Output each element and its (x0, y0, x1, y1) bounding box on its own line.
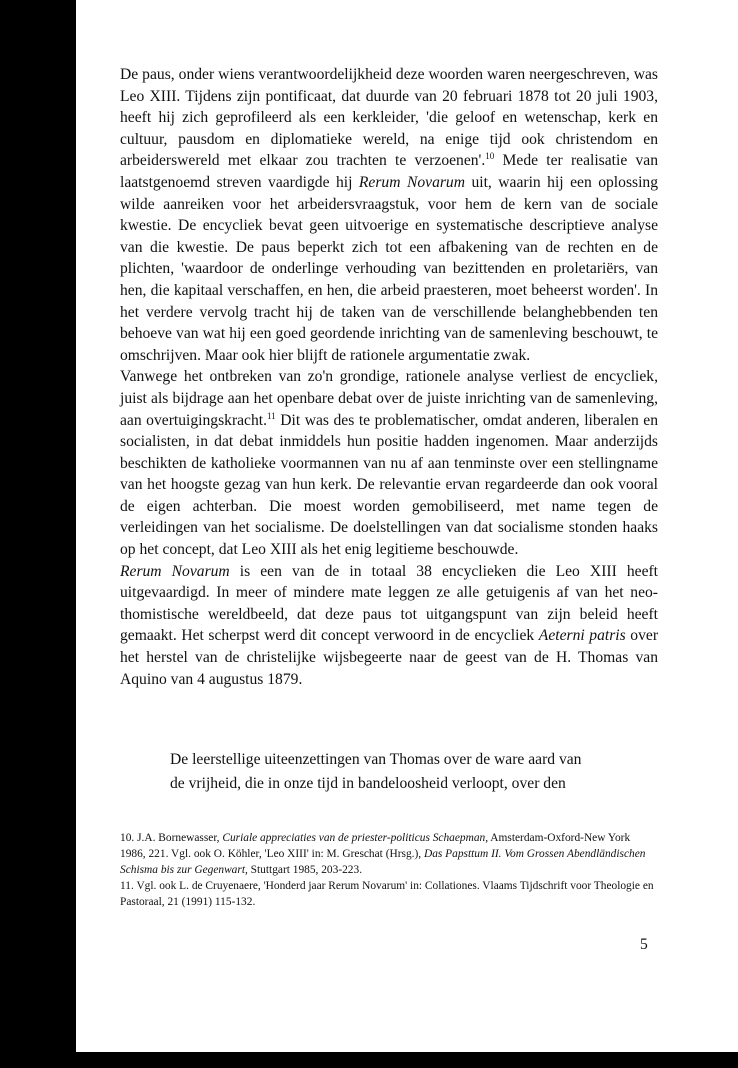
scan-border-bottom (76, 1052, 738, 1068)
block-quote (170, 748, 610, 796)
footnote-ref-10[interactable]: 10 (485, 151, 495, 162)
footnote-11: 11. Vgl. ook L. de Cruyenaere, 'Honderd jaar Rerum Novarum' in: Collationes. Vlaams Tijdschrift voor Theologie en Pastoraal, 21 (1991) 115-132. (120, 880, 654, 908)
footnotes (120, 830, 658, 910)
body-text (120, 64, 658, 690)
scan-border-left (0, 0, 76, 1068)
paragraph-3: Rerum Novarum is een van de in totaal 38 encyclieken die Leo XIII heeft uitgevaardigd. In meer of mindere mate leggen ze alle getuigenis af van het neo-thomistische wereldbeeld, dat deze paus tot uitgangspunt van zijn beleid heeft gemaakt. Het scherpst werd dit concept verwoord in de encycliek Aeterni patris over het herstel van de christelijke wijsbegeerte naar de geest van de H. Thomas van Aquino van 4 augustus 1879. (120, 562, 659, 688)
paragraph-1: De paus, onder wiens verantwoordelijkheid deze woorden waren neergeschreven, was Leo XIII. Tijdens zijn pontificaat, dat duurde van 20 februari 1878 tot 20 juli 1903, heeft hij zich geprofileerd als een kerkleider, 'die geloof en wetenschap, kerk en cultuur, pausdom en diplomatieke wereld, na enige tijd ook christendom en arbeiderswereld met elkaar zou trachten te verzoenen'.$^{10}$ Mede ter realisatie van laatstgenoemd streven vaardigde hij Rerum Novarum uit, waarin hij een oplossing wilde aanreiken voor het arbeidersvraagstuk, voor hem de kern van de sociale kwestie. De encycliek bevat geen uitvoerige en systematische descriptieve analyse van die kwestie. De paus beperkt zich tot een afbakening van de rechten en de plichten, 'waardoor de onderlinge verhouding van bezittenden en proletariërs, van hen, die kapitaal verschaffen, en hen, die arbeid praesteren, moet beheerst worden'. In het verdere vervolg tracht hij de taken van de verschillende belanghebbenden ten behoeve van wat hij een goed geordende inrichting van de samenleving beschouwt, te omschrijven. Maar ook hier blijft de rationele argumentatie zwak. (120, 66, 659, 364)
footnote-10: 10. J.A. Bornewasser, Curiale appreciaties van de priester-politicus Schaepman, Amsterdam-Oxford-New York 1986, 221. Vgl. ook O. Köhler, 'Leo XIII' in: M. Greschat (Hrsg.), Das Papsttum II. Vom Grossen Abendländischen Schisma bis zur Gegenwart, Stuttgart 1985, 203-223. (120, 832, 646, 876)
quote-line-1: De leerstellige uiteenzettingen van Thomas over de ware aard van (170, 751, 582, 768)
quote-line-2: de vrijheid, die in onze tijd in bandeloosheid verloopt, over den (170, 775, 566, 792)
paragraph-2: Vanwege het ontbreken van zo'n grondige, rationele analyse verliest de encycliek, juist als bijdrage aan het openbare debat over de juiste inrichting van de samenleving, aan overtuigingskracht.$^{11}$ Dit was des te problematischer, omdat anderen, liberalen en socialisten, in dat debat inmiddels hun positie hadden ingenomen. Maar anderzijds beschikten de katholieke voormannen van nu af aan tenminste over een stellingname van het hoogste gezag van hun kerk. De relevantie ervan regardeerde dan ook vooral de eigen achterban. Die moest worden gemobiliseerd, met name tegen de verleidingen van het socialisme. De doelstellingen van dat socialisme stonden haaks op het concept, dat Leo XIII als het enig legitieme beschouwde. (120, 368, 659, 559)
page-number: 5 (640, 936, 648, 953)
footnote-ref-11[interactable]: 11 (267, 410, 276, 421)
